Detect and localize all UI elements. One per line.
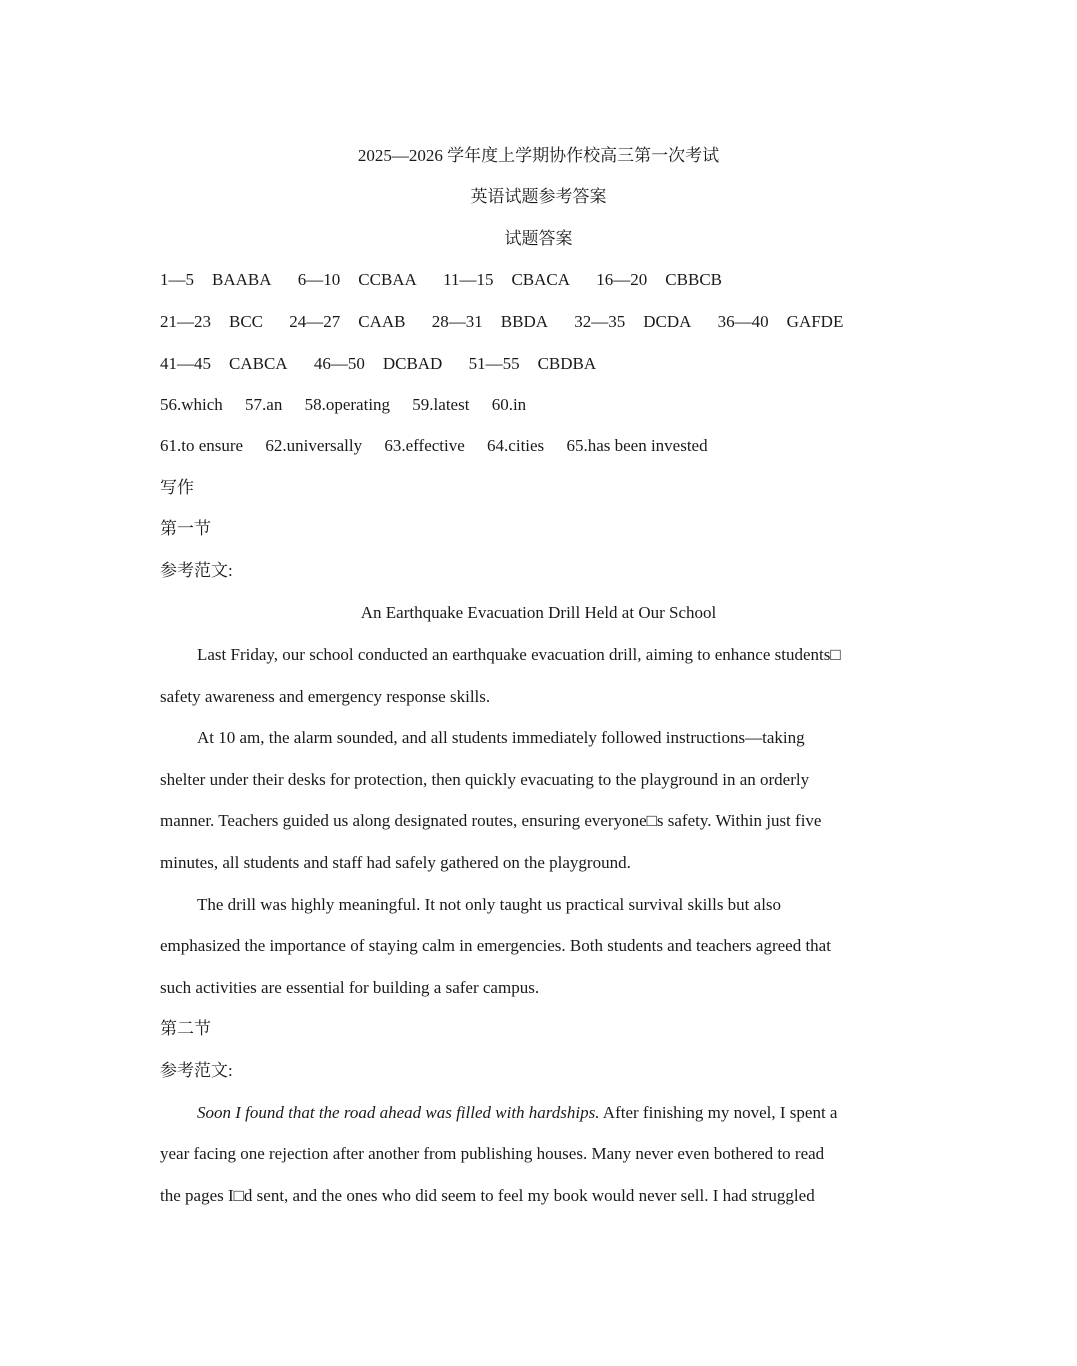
- answer-range: 24—27: [289, 312, 341, 331]
- answer-key: CBACA: [511, 270, 571, 289]
- answer-range: 46—50: [313, 354, 365, 373]
- continuation-first-line: [197, 1103, 837, 1123]
- answer-range: 21—23: [160, 312, 211, 331]
- answer-row-1: [160, 270, 744, 290]
- blank-answer: 59.latest: [412, 395, 470, 414]
- part1-heading: 第一节: [160, 519, 211, 538]
- blank-answer: 64.cities: [487, 436, 545, 455]
- answer-range: 36—40: [717, 312, 769, 331]
- answer-range: 11—15: [443, 270, 494, 289]
- answer-range: 16—20: [596, 270, 648, 289]
- answer-key: CABCA: [229, 354, 288, 373]
- answer-row-3: [160, 354, 618, 374]
- part1-sample-label: 参考范文:: [160, 561, 233, 580]
- essay-line: such activities are essential for building a safer campus.: [160, 978, 540, 997]
- blank-answer: 61.to ensure: [160, 436, 244, 455]
- essay-line: shelter under their desks for protection, then quickly evacuating to the playground in an orderly: [160, 770, 810, 789]
- blank-answers-row-2: [160, 436, 726, 456]
- answer-range: 32—35: [574, 312, 626, 331]
- answer-key: CBBCB: [665, 270, 722, 289]
- answer-key: CBDBA: [537, 354, 597, 373]
- given-opening-sentence: Soon I found that the road ahead was filled with hardships.: [197, 1103, 600, 1122]
- answer-key: GAFDE: [786, 312, 844, 331]
- essay-line: manner. Teachers guided us along designated routes, ensuring everyone□s safety. Within just five: [160, 811, 822, 830]
- answer-key: DCBAD: [382, 354, 443, 373]
- answer-key: BCC: [229, 312, 264, 331]
- answer-key: CAAB: [358, 312, 406, 331]
- answer-range: 1—5: [160, 270, 194, 289]
- continuation-line: year facing one rejection after another from publishing houses. Many never even bothered to read: [160, 1144, 825, 1163]
- answer-row-2: [160, 312, 865, 332]
- continuation-text: After finishing my novel, I spent a: [599, 1103, 838, 1122]
- answer-key: BBDA: [500, 312, 548, 331]
- answers-section-title: 试题答案: [504, 229, 573, 248]
- answer-range: 51—55: [468, 354, 520, 373]
- essay-title: An Earthquake Evacuation Drill Held at Our School: [360, 603, 717, 622]
- essay-line: The drill was highly meaningful. It not only taught us practical survival skills but also: [197, 895, 782, 914]
- part2-sample-label: 参考范文:: [160, 1061, 233, 1080]
- answer-key: BAABA: [212, 270, 272, 289]
- exam-subtitle: 英语试题参考答案: [470, 187, 607, 206]
- continuation-line: the pages I□d sent, and the ones who did seem to feel my book would never sell. I had struggled: [160, 1186, 815, 1205]
- blank-answer: 63.effective: [384, 436, 465, 455]
- essay-line: Last Friday, our school conducted an earthquake evacuation drill, aiming to enhance students□: [197, 645, 841, 664]
- part2-heading: 第二节: [160, 1019, 211, 1038]
- blank-answer: 56.which: [160, 395, 223, 414]
- writing-heading: 写作: [160, 478, 194, 497]
- essay-line: emphasized the importance of staying calm in emergencies. Both students and teachers agreed that: [160, 936, 831, 955]
- answer-key: CCBAA: [358, 270, 417, 289]
- blank-answer: 57.an: [245, 395, 283, 414]
- answer-range: 28—31: [431, 312, 483, 331]
- answer-range: 6—10: [297, 270, 341, 289]
- blank-answer: 62.universally: [265, 436, 363, 455]
- essay-line: safety awareness and emergency response skills.: [160, 687, 491, 706]
- blank-answer: 60.in: [491, 395, 527, 414]
- answer-key: DCDA: [643, 312, 692, 331]
- blank-answer: 58.operating: [304, 395, 391, 414]
- exam-title: 2025—2026 学年度上学期协作校高三第一次考试: [357, 146, 720, 165]
- blank-answers-row-1: [160, 395, 544, 415]
- essay-line: minutes, all students and staff had safely gathered on the playground.: [160, 853, 631, 872]
- essay-line: At 10 am, the alarm sounded, and all students immediately followed instructions—taking: [197, 728, 805, 747]
- answer-range: 41—45: [160, 354, 211, 373]
- blank-answer: 65.has been invested: [566, 436, 708, 455]
